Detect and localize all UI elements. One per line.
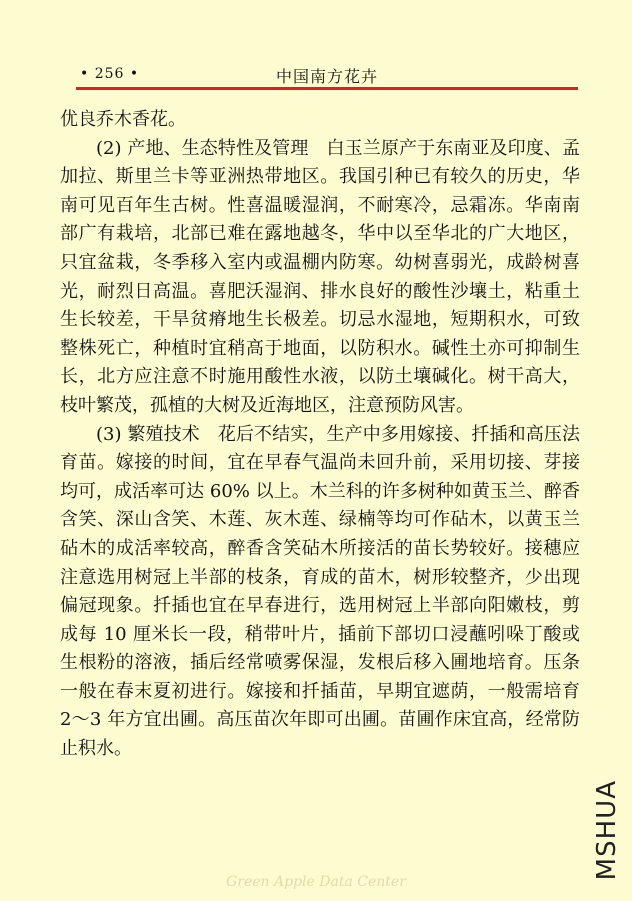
footer-watermark: Green Apple Data Center [226,874,406,890]
paragraph-text: 花后不结实，生产中多用嫁接、扦插和高压法育苗。嫁接的时间，宜在早春气温尚未回升前，采用切接、芽接均可，成活率可达 60% 以上。木兰科的许多树种如黄玉兰、醉香含笑、深山含笑、木莲、灰木莲、绿楠等均可作砧木，以黄玉兰砧木的成活率较高，醉香含笑砧木所接活的苗长势较好。接穗应注意选用树冠上半部的枝条，育成的苗木，树形较整齐，少出现偏冠现象。扦插也宜在早春进行，选用树冠上半部向阳嫩枝，剪成每 10 厘米长一段，稍带叶片，插前下部切口浸蘸吲哚丁酸或生根粉的溶液，插后经常喷雾保湿，发根后移入圃地培育。压条一般在春末夏初进行。嫁接和扦插苗，早期宜遮荫，一般需培育 2～3 年方宜出圃。高压苗次年即可出圃。苗圃作床宜高，经常防止积水。 [60,423,581,760]
body-text [60,106,580,764]
page-number: • 256 • [80,66,140,82]
paragraph-propagation [60,421,580,764]
paragraph-text: 白玉兰原产于东南亚及印度、孟加拉、斯里兰卡等亚洲热带地区。我国引种已有较久的历史，华南可见百年生古树。性喜温暖湿润，不耐寒冷，忌霜冻。华南南部广有栽培，北部已难在露地越冬，华中以至华北的广大地区，只宜盆栽，冬季移入室内或温棚内防寒。幼树喜弱光，成龄树喜光，耐烈日高温。喜肥沃湿润、排水良好的酸性沙壤土，粘重土生长较差，干旱贫瘠地生长极差。切忌水湿地，短期积水，可致整株死亡，种植时宜稍高于地面，以防积水。碱性土亦可抑制生长，北方应注意不时施用酸性水液，以防土壤碱化。树干高大，枝叶繁茂，孤植的大树及近海地区，注意预防风害。 [60,137,581,416]
section-heading: (2) 产地、生态特性及管理 [96,137,309,159]
page-header [76,64,578,86]
side-watermark: MSHUA [592,780,622,881]
paragraph-origin-ecology [60,135,580,421]
section-heading: (3) 繁殖技术 [96,423,200,445]
header-rule [76,87,578,90]
paragraph-text: 优良乔木香花。 [60,109,186,130]
running-title: 中国南方花卉 [275,67,378,86]
paragraph-continued [60,106,580,135]
